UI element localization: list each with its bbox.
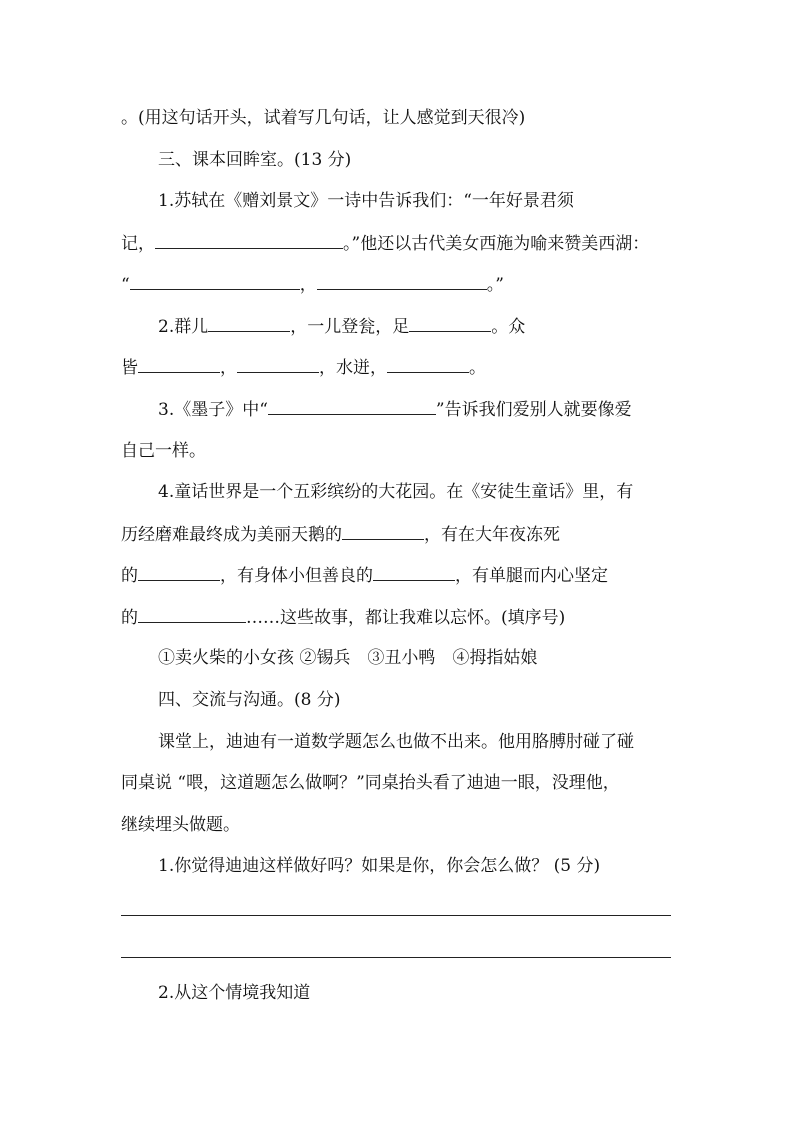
question-1-line-2 <box>121 232 649 255</box>
answer-blank[interactable] <box>138 606 246 623</box>
q4c-text-post: ，有单腿而内心坚定 <box>455 566 608 586</box>
continuation-line: 。(用这句话开头，试着写几句话，让人感觉到天很冷) <box>121 108 526 128</box>
answer-blank[interactable] <box>342 523 424 540</box>
q4c-text-mid: ，有身体小但善良的 <box>220 566 373 586</box>
question-4-line-1: 4.童话世界是一个五彩缤纷的大花园。在《安徒生童话》里，有 <box>158 482 634 502</box>
question-4-line-3 <box>121 564 608 587</box>
q3-text-pre: 3.《墨子》中“ <box>158 400 268 420</box>
answer-blank[interactable] <box>373 564 455 581</box>
q4b-text-pre: 历经磨难最终成为美丽天鹅的 <box>121 525 342 545</box>
section-4-heading: 四、交流与沟通。(8 分) <box>158 690 341 710</box>
q1-text-post: 。”他还以古代美女西施为喻来赞美西湖： <box>343 234 650 254</box>
q2b-text-post: 。 <box>469 358 486 378</box>
q4c-text-pre: 的 <box>121 566 138 586</box>
q1-comma: ， <box>299 275 317 295</box>
passage-line-2: 同桌说 “喂，这道题怎么做啊？”同桌抬头看了迪迪一眼，没理他， <box>121 773 620 793</box>
q1-quote-open: “ <box>121 275 130 295</box>
question-2-line-1 <box>158 315 525 338</box>
q2b-text-mid1: ， <box>220 358 237 378</box>
passage-line-1: 课堂上，迪迪有一道数学题怎么也做不出来。他用胳膊肘碰了碰 <box>158 732 634 752</box>
answer-blank[interactable] <box>138 564 220 581</box>
question-1-line-1: 1.苏轼在《赠刘景文》一诗中告诉我们：“一年好景君须 <box>158 191 574 211</box>
answer-blank[interactable] <box>155 232 343 249</box>
subquestion-2: 2.从这个情境我知道 <box>158 983 311 1003</box>
q1-quote-close: 。” <box>486 275 504 295</box>
answer-blank[interactable] <box>317 273 487 290</box>
question-2-line-2 <box>121 356 486 379</box>
q4d-text-pre: 的 <box>121 608 138 628</box>
q2b-text-pre: 皆 <box>121 358 138 378</box>
question-4-line-2 <box>121 523 560 546</box>
answer-blank[interactable] <box>268 398 436 415</box>
answer-blank[interactable] <box>208 315 290 332</box>
passage-line-3: 继续埋头做题。 <box>121 815 240 835</box>
question-4-options: ①卖火柴的小女孩 ②锡兵 ③丑小鸭 ④拇指姑娘 <box>158 648 538 668</box>
answer-blank[interactable] <box>130 273 300 290</box>
q2-text-post: 。众 <box>491 317 526 337</box>
section-3-heading: 三、课本回眸室。(13 分) <box>158 150 352 170</box>
answer-blank[interactable] <box>409 315 491 332</box>
question-1-line-3 <box>121 273 504 296</box>
q1-text-pre: 记， <box>121 234 155 254</box>
answer-line[interactable] <box>121 957 671 958</box>
subquestion-1: 1.你觉得迪迪这样做好吗？如果是你，你会怎么做？ (5 分) <box>158 856 601 876</box>
q4b-text-post: ，有在大年夜冻死 <box>424 525 560 545</box>
q2b-text-mid2: ，水迸， <box>319 358 387 378</box>
question-4-line-4 <box>121 606 565 629</box>
answer-line[interactable] <box>121 915 671 916</box>
question-3-line-2: 自己一样。 <box>121 441 206 461</box>
question-3-line-1 <box>158 398 632 421</box>
q3-text-post: ”告诉我们爱别人就要像爱 <box>435 400 632 420</box>
q2-text-mid: ，一儿登瓮，足 <box>290 317 410 337</box>
q4d-text-post: ……这些故事，都让我难以忘怀。(填序号) <box>246 608 566 628</box>
q2-text-pre: 2.群儿 <box>158 317 209 337</box>
answer-blank[interactable] <box>237 356 319 373</box>
answer-blank[interactable] <box>138 356 220 373</box>
answer-blank[interactable] <box>387 356 469 373</box>
